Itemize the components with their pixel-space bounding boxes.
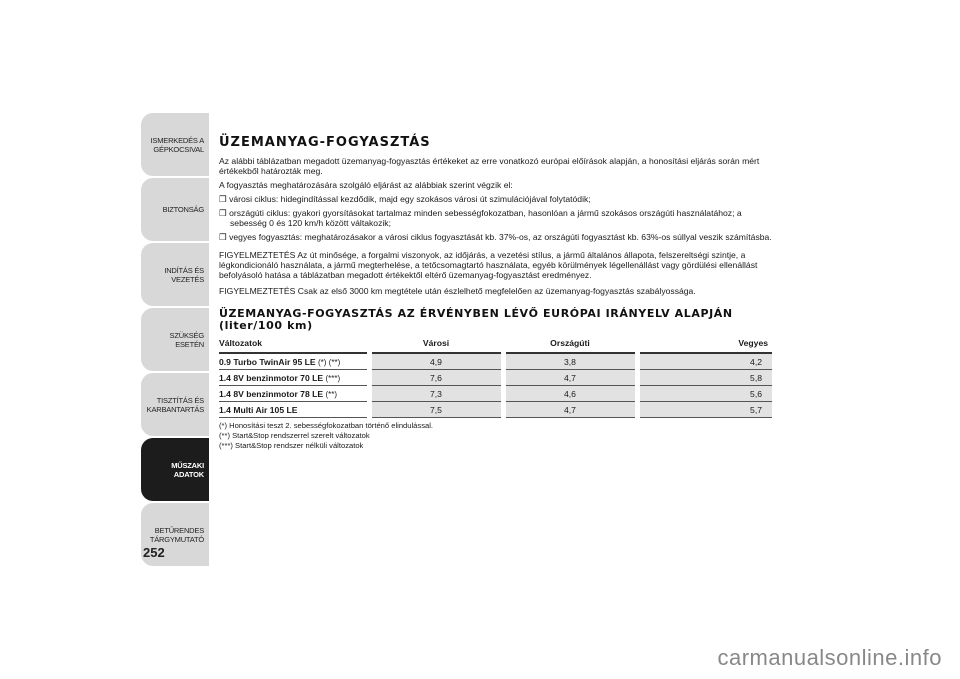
main-content — [219, 135, 772, 451]
cell-combined: 4,2 — [637, 353, 772, 370]
tab-tisztitas[interactable] — [141, 373, 209, 436]
watermark: carmanualsonline.info — [717, 645, 942, 670]
chapter-sidebar — [141, 113, 209, 568]
cell-combined: 5,6 — [637, 386, 772, 402]
cell-highway: 4,7 — [503, 402, 637, 418]
header-combined: Vegyes — [637, 336, 772, 353]
table-title-line1: ÜZEMANYAG-FOGYASZTÁS AZ ÉRVÉNYBEN LÉVŐ EURÓPAI IRÁNYELV ALAPJÁN — [219, 307, 733, 320]
cell-city: 4,9 — [369, 353, 503, 370]
consumption-table — [219, 336, 772, 418]
table-row — [219, 402, 772, 418]
footnote: (***) Start&Stop rendszer nélküli változatok — [219, 441, 364, 450]
table-header-row — [219, 336, 772, 353]
tab-label: BIZTONSÁG — [162, 205, 204, 214]
table-row — [219, 370, 772, 386]
bullet-combined: ❒ vegyes fogyasztás: meghatározásakor a városi ciklus fogyasztását kb. 37%-os, az országúti fogyasztást kb. 63%-os súllyal veszik számításba. — [219, 232, 772, 242]
cell-combined: 5,8 — [637, 370, 772, 386]
cell-highway: 4,6 — [503, 386, 637, 402]
cell-variant — [219, 386, 369, 402]
variant-name: 1.4 Multi Air 105 LE — [219, 404, 298, 415]
header-highway: Országúti — [503, 336, 637, 353]
cell-city: 7,6 — [369, 370, 503, 386]
tab-biztonsag[interactable] — [141, 178, 209, 241]
table-row — [219, 353, 772, 370]
tab-label: BETŰRENDES TÁRGYMUTATÓ — [149, 525, 204, 544]
cell-highway: 3,8 — [503, 353, 637, 370]
bullet-city: ❒ városi ciklus: hidegindítással kezdődik, majd egy szokásos városi út szimulációjával folytatódik; — [219, 194, 591, 204]
variant-note: (***) — [325, 373, 341, 383]
tab-ismerkedes[interactable] — [141, 113, 209, 176]
intro-paragraph: Az alábbi táblázatban megadott üzemanyag-fogyasztás értékeket az erre vonatkozó európai előírások alapján, a honosítási eljárás során mért értékekből határozták meg. — [219, 156, 760, 176]
variant-note: (*) (**) — [318, 357, 341, 367]
variant-name: 0.9 Turbo TwinAir 95 LE — [219, 356, 316, 367]
cell-city: 7,5 — [369, 402, 503, 418]
variant-name: 1.4 8V benzinmotor 78 LE — [219, 388, 324, 399]
method-paragraph: A fogyasztás meghatározására szolgáló eljárást az alábbiak szerint végzik el: — [219, 180, 513, 190]
page-number: 252 — [143, 545, 165, 560]
header-variants: Változatok — [219, 336, 369, 353]
variant-name: 1.4 8V benzinmotor 70 LE — [219, 372, 324, 383]
tab-label: TISZTÍTÁS ÉS KARBANTARTÁS — [146, 395, 204, 414]
cell-highway: 4,7 — [503, 370, 637, 386]
footnote: (*) Honosítási teszt 2. sebességfokozatban történő elindulással. — [219, 421, 434, 430]
table-title — [219, 308, 772, 332]
footnote: (**) Start&Stop rendszerrel szerelt változatok — [219, 431, 370, 440]
tab-label: SZÜKSÉG ESETÉN — [169, 330, 204, 349]
cell-city: 7,3 — [369, 386, 503, 402]
tab-muszaki-adatok[interactable] — [141, 438, 209, 501]
tab-szukseg[interactable] — [141, 308, 209, 371]
cell-combined: 5,7 — [637, 402, 772, 418]
bullet-highway: ❒ országúti ciklus: gyakori gyorsításokat tartalmaz minden sebességfokozatban, hasonlóan a jármű szokásos országúti használatához; a sebesség 0 és 120 km/h között váltakozik; — [219, 208, 742, 228]
page-title: ÜZEMANYAG-FOGYASZTÁS — [219, 135, 431, 150]
tab-label: INDÍTÁS ÉS VEZETÉS — [164, 265, 204, 284]
variant-note: (**) — [325, 389, 338, 399]
cell-variant — [219, 402, 369, 418]
tab-inditas[interactable] — [141, 243, 209, 306]
header-city: Városi — [369, 336, 503, 353]
cell-variant — [219, 370, 369, 386]
table-row — [219, 386, 772, 402]
table-title-line2: (liter/100 km) — [219, 319, 313, 332]
footnotes — [219, 421, 772, 451]
tab-label: MŰSZAKI ADATOK — [171, 460, 204, 479]
warning-paragraph: FIGYELMEZTETÉS Az út minősége, a forgalmi viszonyok, az időjárás, a vezetési stílus, a jármű általános állapota, felszereltségi szintje, a légkondicionáló használata, a jármű megterhelése, a tetőcsomagtartó használata, egyéb körülmények légellenállást vagy gördülési ellenállást befolyásoló hatása a táblázatban megadott értékektől eltérő üzemanyag-fogyasztást eredményez. — [219, 250, 758, 280]
cell-variant — [219, 353, 369, 370]
tab-label: ISMERKEDÉS A GÉPKOCSIVAL — [150, 135, 204, 154]
warning-paragraph-2: FIGYELMEZTETÉS Csak az első 3000 km megtétele után észlelhető megfelelően az üzemanyag-fogyasztás szabályossága. — [219, 286, 696, 296]
